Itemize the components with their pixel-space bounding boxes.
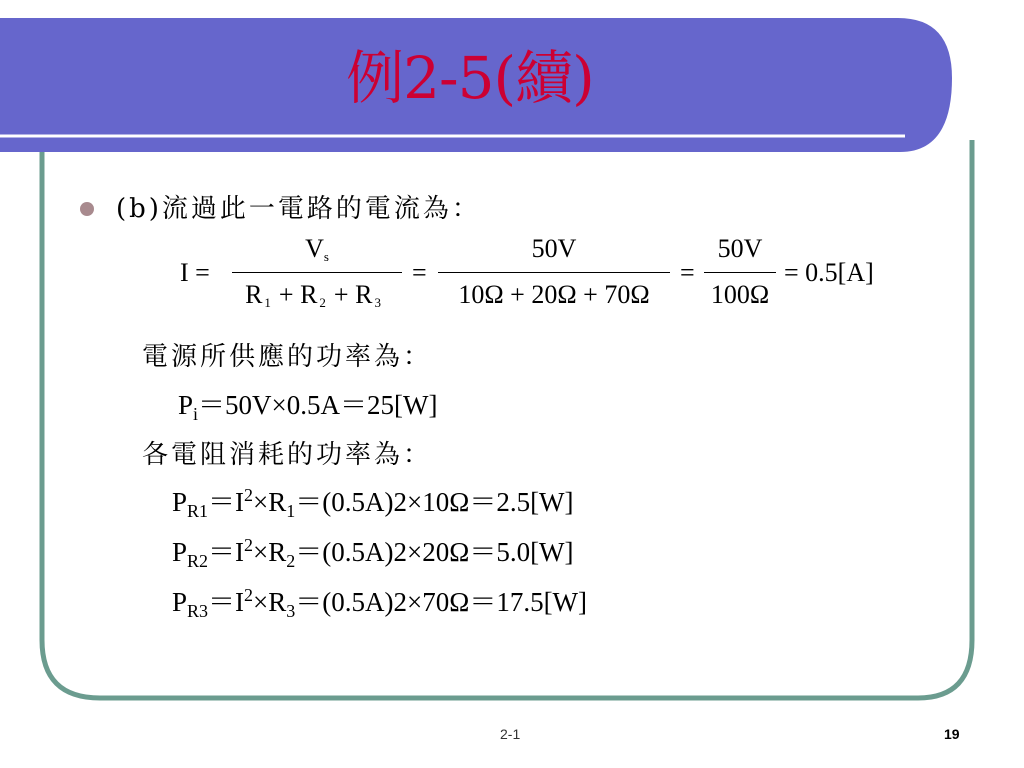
eq-lhs: I =: [180, 258, 210, 287]
bullet-line: [116, 190, 481, 227]
resistor-power-line: [142, 436, 432, 473]
eq-equals-2: =: [412, 258, 427, 287]
fraction-1-numerator: Vs: [305, 234, 329, 264]
eq-equals-3: =: [680, 258, 695, 287]
power-source-line: [142, 338, 432, 375]
fraction-2-numerator: 50V: [531, 234, 577, 263]
power-source-label: 電源所供應的功率為：: [142, 342, 433, 372]
fraction-2-bar: [438, 272, 670, 273]
slide-title: 例2-5(續): [346, 44, 594, 112]
fraction-3: [704, 232, 776, 316]
bullet-text: (b)流過此一電路的電流為：: [116, 194, 481, 224]
fraction-2: [438, 232, 670, 316]
fraction-3-denominator: 100Ω: [710, 280, 770, 309]
fraction-3-bar: [704, 272, 776, 273]
fraction-1-bar: [232, 272, 402, 273]
resistor-power-label: 各電阻消耗的功率為：: [142, 440, 433, 470]
pi-equation: $P_i=50V\times 0.5A=25[W]$: [178, 390, 438, 424]
fraction-3-numerator: 50V: [717, 234, 763, 263]
bullet-dot: [80, 202, 94, 216]
fraction-1: [232, 232, 402, 316]
eq-result: = 0.5[A]: [784, 258, 874, 287]
fraction-2-denominator: 10Ω + 20Ω + 70Ω: [458, 280, 650, 309]
page-number: 19: [944, 726, 960, 742]
pr2-equation: $P_{R2}=I^2\times R_2=(0.5A)2\times 20\Omega=5.0[W]$: [172, 535, 574, 571]
fraction-1-denominator: R 1 + R 2 + R 3: [245, 280, 381, 310]
pr3-equation: $P_{R3}=I^2\times R_3=(0.5A)2\times 70\Omega=17.5[W]$: [172, 585, 588, 621]
pr1-equation: $P_{R1}=I^2\times R_1=(0.5A)2\times 10\Omega=2.5[W]$: [172, 485, 574, 521]
footer-label: 2-1: [500, 726, 521, 742]
